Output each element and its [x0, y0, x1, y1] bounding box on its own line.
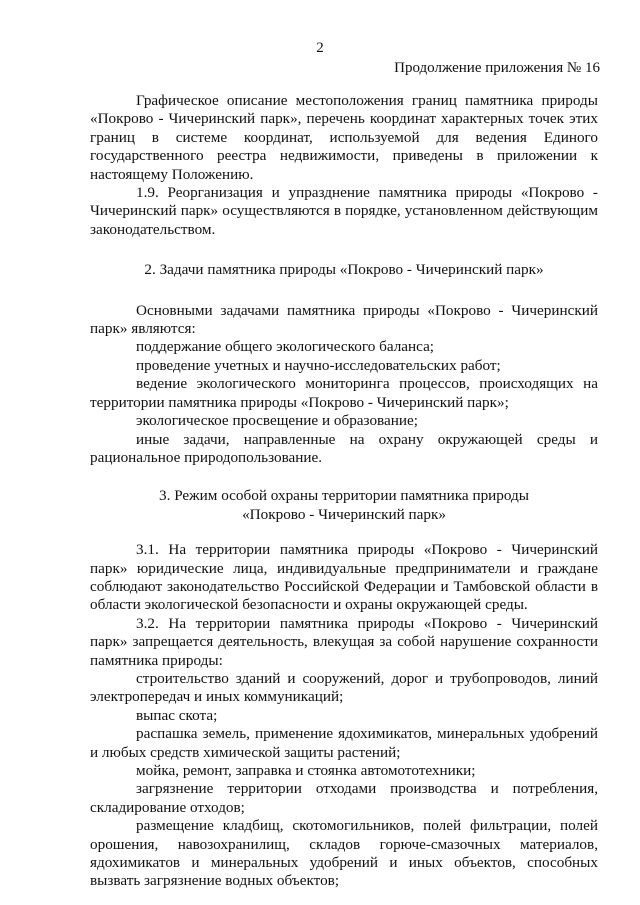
section-3-heading-line1: 3. Режим особой охраны территории памятника природы [159, 487, 529, 505]
prohibited-item: мойка, ремонт, заправка и стоянка автомототехники; [136, 762, 476, 779]
appendix-continuation-label: Продолжение приложения № 16 [394, 60, 600, 76]
paragraph-1-9: 1.9. Реорганизация и упразднение памятника природы «Покрово - Чичеринский парк» осуществляются в порядке, установленном действующим законодательством. [90, 184, 598, 238]
task-item: иные задачи, направленные на охрану окружающей среды и рациональное природопользование. [90, 430, 598, 466]
prohibited-item: выпас скота; [136, 706, 218, 724]
prohibited-item: строительство зданий и сооружений, дорог и трубопроводов, линий электропередач и иных коммуникаций; [90, 669, 598, 706]
task-item: ведение экологического мониторинга процессов, происходящих на территории памятника природы «Покрово - Чичеринский парк»; [90, 375, 598, 411]
paragraph-graphic-description: Графическое описание местоположения границ памятника природы «Покрово - Чичеринский парк», перечень координат характерных точек этих границ в системе координат, используемой для ведения Единого государственного реестра недвижимости, приведены в приложении к настоящему Положению. [90, 92, 598, 183]
page-number: 2 [316, 40, 324, 56]
paragraph-main-tasks: Основными задачами памятника природы «Покрово - Чичеринский парк» являются: [90, 301, 598, 338]
document-body [90, 92, 598, 891]
section-2-heading: 2. Задачи памятника природы «Покрово - Чичеринский парк» [144, 261, 544, 279]
paragraph-3-2: 3.2. На территории памятника природы «Покрово - Чичеринский парк» запрещается деятельность, влекущая за собой нарушение сохранности памятника природы: [90, 614, 598, 669]
prohibited-item: размещение кладбищ, скотомогильников, полей фильтрации, полей орошения, навозохранилищ, складов горюче-смазочных материалов, ядохимикатов и минеральных удобрений и иных объектов, способных вызвать загрязнение водных объектов; [90, 817, 598, 890]
paragraph-3-1: 3.1. На территории памятника природы «Покрово - Чичеринский парк» юридические лица, индивидуальные предприниматели и граждане соблюдают законодательство Российской Федерации и Тамбовской области в области экологической безопасности и охраны окружающей среды. [90, 541, 598, 614]
task-item: поддержание общего экологического баланса; [136, 338, 435, 356]
task-item: экологическое просвещение и образование; [136, 412, 418, 430]
task-item: проведение учетных и научно-исследовательских работ; [136, 356, 501, 374]
prohibited-item: распашка земель, применение ядохимикатов, минеральных удобрений и любых средств химической защиты растений; [90, 725, 598, 761]
prohibited-item: загрязнение территории отходами производства и потребления, складирование отходов; [90, 780, 598, 816]
section-3-heading-line2: «Покрово - Чичеринский парк» [242, 505, 446, 523]
